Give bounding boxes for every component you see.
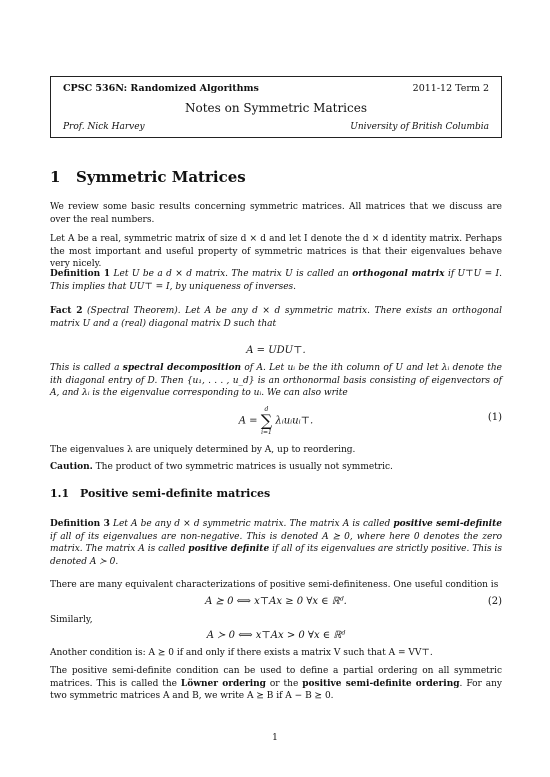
intro-paragraph-2: Let A be a real, symmetric matrix of size d × d and let I denote the d × d identity matrix. Perhaps the most important and useful property of symmetric matrices is that their eigenvalues behave very nicely.: [50, 234, 502, 269]
sigma-icon: ∑: [260, 411, 273, 430]
course-name: CPSC 536N: Randomized Algorithms: [63, 83, 259, 94]
caution-paragraph: [50, 461, 502, 474]
section-number: 1: [50, 168, 61, 186]
psd-paragraph-3: [50, 665, 502, 703]
fact-2-continued: [50, 362, 502, 400]
spectral-equation: [50, 345, 502, 359]
equation-1-body: [50, 405, 502, 437]
definition-1-label: Definition 1: [50, 269, 111, 279]
header-box: [50, 76, 502, 138]
psd-paragraph-1: There are many equivalent characterizations of positive semi-definiteness. One useful condition is: [50, 580, 499, 590]
header-bottom-row: [63, 122, 489, 132]
psd-paragraph-3-a: The positive semi-definite condition can be used to define a partial ordering on all symmetric matrices. This is called the: [50, 666, 502, 689]
definition-1: [50, 268, 502, 293]
definition-3-text-c: if all of its eigenvalues are strictly positive. This is denoted A ≻ 0.: [50, 544, 502, 567]
equation-3: [50, 630, 502, 644]
equation-2-tag: (2): [487, 596, 502, 607]
equation-3-body: A ≻ 0 ⟺ x⊤Ax > 0 ∀x ∈ ℝᵈ: [206, 630, 346, 641]
psd-paragraph-3-b: or the: [269, 678, 299, 689]
fact-2-label: Fact 2: [50, 306, 83, 316]
section-title: Symmetric Matrices: [76, 168, 246, 186]
definition-1-text-b: if U⊤U = I. This implies that UU⊤ = I, by uniqueness of inverses.: [50, 269, 502, 292]
definition-3-text-b: if all of its eigenvalues are non-negative. This is denoted A ⪰ 0, where here 0 denotes the zero matrix. The matrix A is called: [50, 531, 502, 554]
section-heading: [50, 168, 246, 186]
intro-paragraph-1: We review some basic results concerning symmetric matrices. All matrices that we discuss are over the real numbers.: [50, 202, 502, 225]
definition-3-label: Definition 3: [50, 519, 110, 529]
equation-2-body: A ⪰ 0 ⟺ x⊤Ax ≥ 0 ∀x ∈ ℝᵈ.: [205, 596, 347, 607]
definition-3-term-2: positive definite: [188, 544, 270, 554]
page-number: 1: [272, 733, 278, 743]
definition-3-text-a: Let A be any d × d symmetric matrix. The matrix A is called: [112, 519, 391, 529]
equation-1-tag: (1): [487, 412, 502, 423]
definition-3-term-1: positive semi-definite: [393, 519, 502, 529]
subsection-title: Positive semi-definite matrices: [80, 487, 271, 500]
psd-paragraph-3-c: . For any two symmetric matrices A and B, we write A ⪰ B if A − B ⪰ 0.: [50, 678, 502, 701]
similarly-text: Similarly,: [50, 615, 93, 625]
definition-1-text-a: Let U be a d × d matrix. The matrix U is called an: [113, 269, 349, 279]
term: 2011-12 Term 2: [412, 83, 489, 94]
fact-2-text: (Spectral Theorem). Let A be any d × d symmetric matrix. There exists an orthogonal matrix U and a (real) diagonal matrix D such that: [50, 306, 502, 329]
author: Prof. Nick Harvey: [63, 122, 145, 132]
equation-1-rhs: λᵢuᵢuᵢ⊤.: [275, 415, 314, 427]
definition-3: [50, 518, 502, 568]
fact-2-text2-a: This is called a: [50, 363, 120, 373]
definition-1-term: orthogonal matrix: [352, 269, 445, 279]
psd-ordering-term: positive semi-definite ordering: [302, 678, 460, 689]
sum-lower-limit: i=1: [261, 429, 272, 436]
header-top-row: [63, 83, 489, 94]
document-title: Notes on Symmetric Matrices: [185, 101, 367, 115]
fact-2: [50, 305, 502, 330]
caution-text: The product of two symmetric matrices is usually not symmetric.: [95, 462, 393, 472]
equation-1: [50, 403, 502, 436]
fact-2-text2-b: of A. Let uᵢ be the ith column of U and let λᵢ denote the ith diagonal entry of D. Then {u₁, . . . , u_d} is an orthonormal basis consisting of eigenvectors of A, and λᵢ is the eigenvalue corresponding to uᵢ. We can also write: [50, 363, 502, 398]
lowner-ordering-term: Löwner ordering: [180, 678, 266, 689]
subsection-heading: [50, 487, 270, 500]
sum-upper-limit: d: [264, 406, 269, 413]
subsection-number: 1.1: [50, 487, 70, 500]
caution-label: Caution.: [50, 462, 93, 472]
summation-symbol: [261, 405, 272, 437]
psd-paragraph-2: Another condition is: A ⪰ 0 if and only if there exists a matrix V such that A = VV⊤.: [50, 648, 433, 658]
equation-2: [50, 596, 502, 610]
fact-2-term: spectral decomposition: [122, 363, 242, 373]
equation-1-lhs: A =: [238, 415, 258, 427]
affiliation: University of British Columbia: [350, 122, 489, 132]
eigenvalue-note: The eigenvalues λ are uniquely determined by A, up to reordering.: [50, 445, 356, 455]
spectral-equation-body: A = UDU⊤.: [246, 345, 306, 356]
